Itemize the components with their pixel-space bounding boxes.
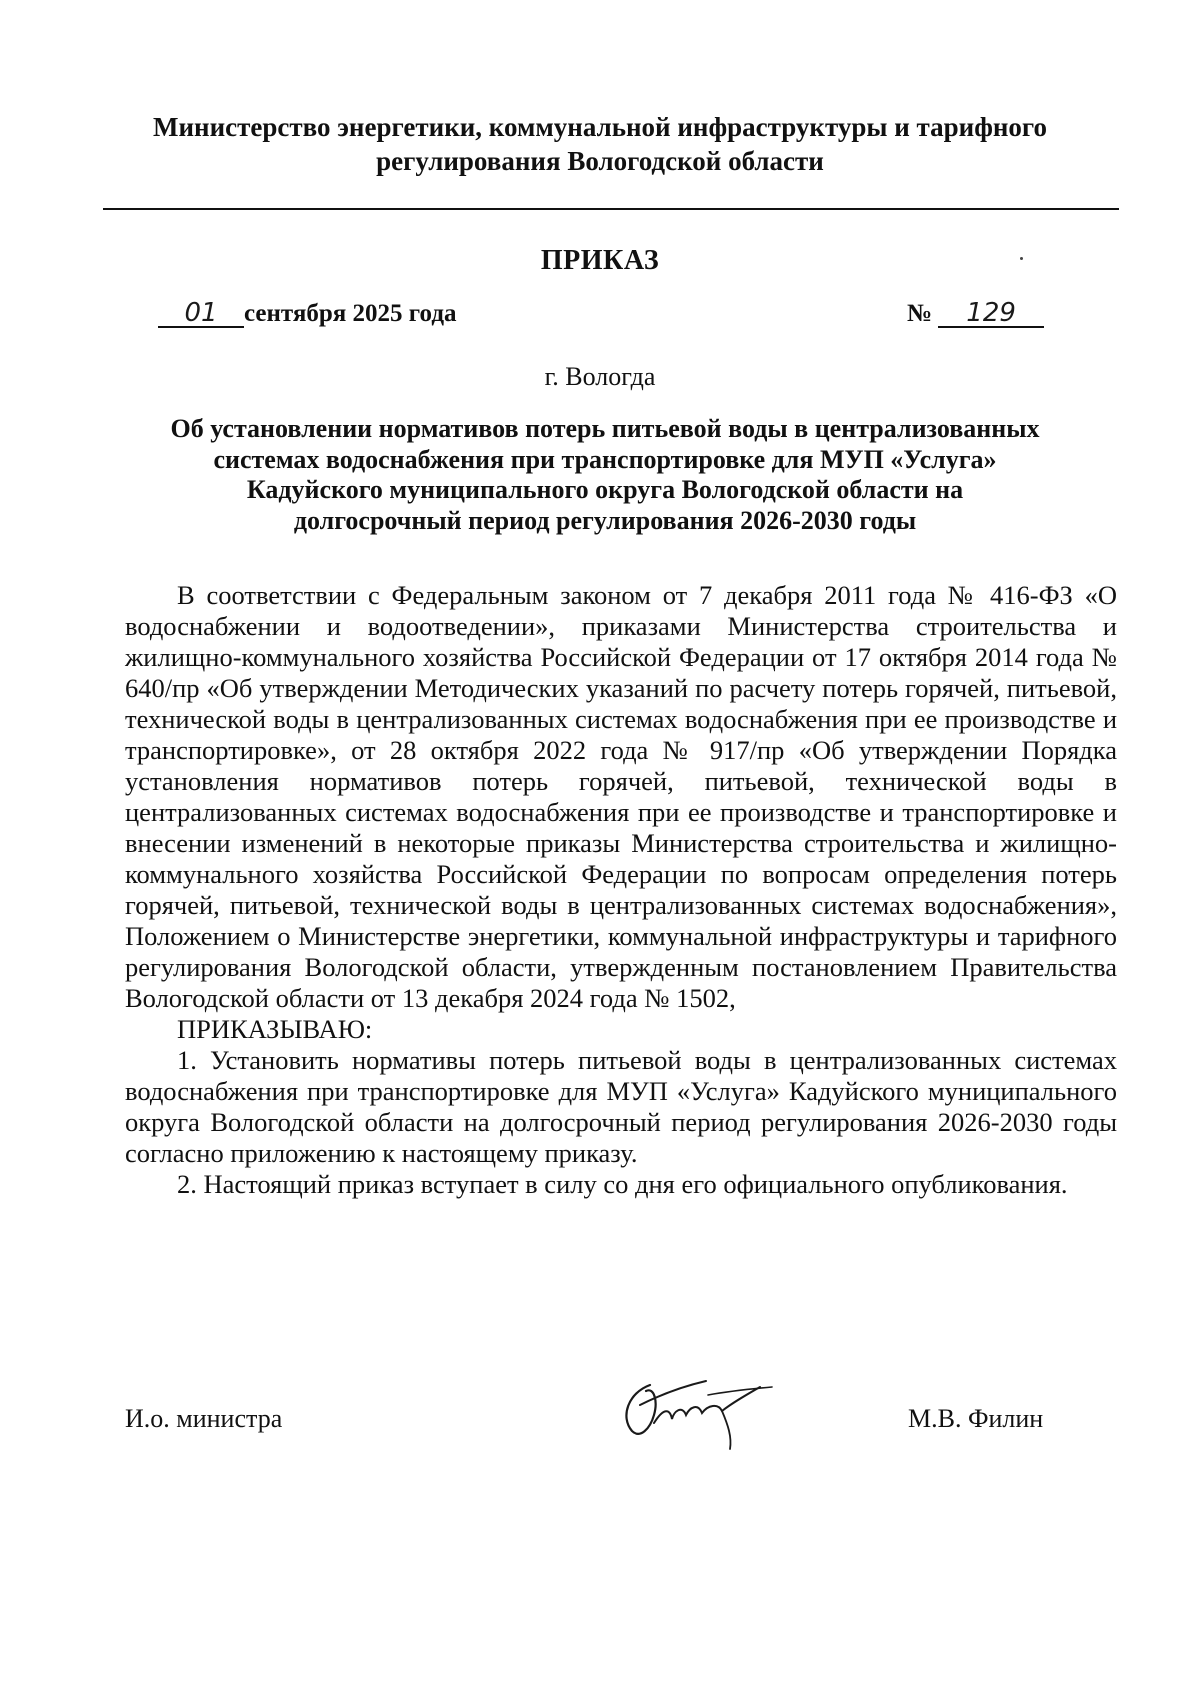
number-label: №	[907, 300, 933, 327]
ministry-header-line2: регулирования Вологодской области	[376, 146, 824, 176]
header-divider	[103, 208, 1119, 210]
ministry-header-line1: Министерство энергетики, коммунальной инфраструктуры и тарифного	[152, 112, 1048, 142]
handwritten-day: 01	[158, 300, 244, 328]
document-type-title: ПРИКАЗ	[540, 245, 660, 276]
order-title-line4: долгосрочный период регулирования 2026-2030 годы	[293, 505, 917, 535]
document-date	[158, 300, 456, 328]
signatory-role: И.о. министра	[125, 1404, 283, 1433]
order-title	[120, 414, 1090, 536]
city-line: г. Вологда	[544, 362, 656, 391]
order-title-line2: системах водоснабжения при транспортировке для МУП «Услуга»	[213, 444, 997, 474]
preamble-paragraph: В соответствии с Федеральным законом от 7 декабря 2011 года № 416-ФЗ «О водоснабжении и водоотведении», приказами Министерства строительства и жилищно-коммунального хозяйства Российской Федерации от 17 октября 2014 года № 640/пр «Об утверждении Методических указаний по расчету потерь горячей, питьевой, технической воды в централизованных системах водоснабжения при ее производстве и транспортировке», от 28 октября 2022 года № 917/пр «Об утверждении Порядка установления нормативов потерь горячей, питьевой, технической воды в централизованных системах водоснабжения при ее производстве и транспортировке и внесении изменений в некоторые приказы Министерства строительства и жилищно-коммунального хозяйства Российской Федерации по вопросам определения потерь горячей, питьевой, технической воды в централизованных системах водоснабжения», Положением о Министерстве энергетики, коммунальной инфраструктуры и тарифного регулирования Вологодской области, утвержденным постановлением Правительства Вологодской области от 13 декабря 2024 года № 1502,	[125, 580, 1117, 1013]
order-body	[125, 580, 1117, 1200]
signatory-name: М.В. Филин	[908, 1404, 1044, 1433]
document-number	[907, 300, 1044, 328]
order-item-2: 2. Настоящий приказ вступает в силу со дня его официального опубликования.	[177, 1169, 1068, 1199]
date-text: сентября 2025 года	[244, 300, 457, 327]
order-title-line1: Об установлении нормативов потерь питьевой воды в централизованных	[170, 414, 1040, 443]
handwritten-signature	[610, 1365, 790, 1455]
ministry-header	[100, 110, 1100, 178]
order-title-line3: Кадуйского муниципального округа Вологодской области на	[246, 475, 964, 504]
order-word: ПРИКАЗЫВАЮ:	[177, 1014, 373, 1044]
order-item-1: 1. Установить нормативы потерь питьевой воды в централизованных системах водоснабжения при транспортировке для МУП «Услуга» Кадуйского муниципального округа Вологодской области на долгосрочный период регулирования 2026-2030 годы согласно приложению к настоящему приказу.	[125, 1045, 1117, 1168]
handwritten-number: 129	[938, 300, 1044, 328]
